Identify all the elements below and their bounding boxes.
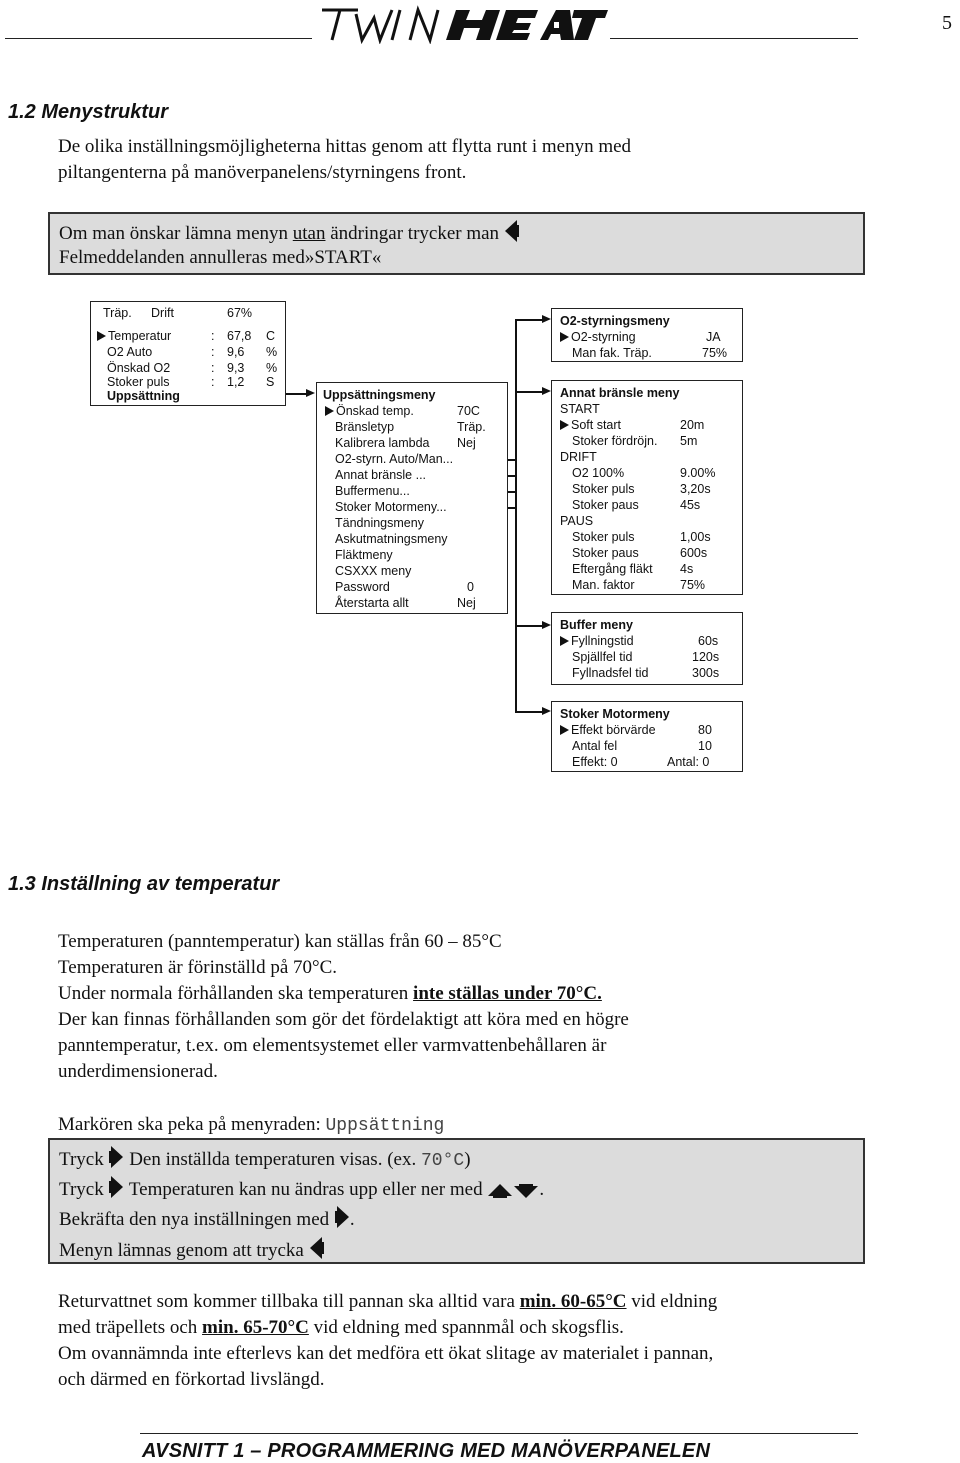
menu-item [552, 529, 742, 545]
connector-vertical [515, 319, 517, 508]
connector-vertical [515, 507, 517, 712]
item-label: Stoker paus [572, 498, 639, 512]
text-line: Temperaturen är förinställd på 70°C. [58, 957, 338, 978]
header-rule-left [5, 38, 312, 39]
item-label: O2 100% [572, 466, 625, 480]
note-line-2: Felmeddelanden annulleras med»START« [59, 247, 382, 268]
pointer-icon [560, 332, 569, 342]
connector-arrowhead [542, 315, 551, 323]
item-label: Man. faktor [572, 578, 635, 592]
item-label-wrap [572, 497, 639, 513]
item-value: 75% [702, 346, 728, 360]
item-label: Effekt: 0 [572, 755, 618, 769]
item-value: 300s [692, 666, 720, 680]
item-label-wrap [572, 433, 657, 449]
menu-item [317, 467, 507, 483]
text-part: . [539, 1179, 545, 1200]
item-value: 1,00s [680, 530, 711, 544]
row-colon: : [211, 361, 215, 375]
menu-item [552, 577, 742, 593]
item-label-wrap [560, 449, 597, 465]
item-label-wrap [572, 465, 624, 481]
item-value: 5m [680, 434, 698, 448]
menu-title [552, 385, 742, 401]
main-row-uppsattning [91, 388, 285, 404]
item-label-wrap [335, 483, 410, 499]
down-arrow-key-icon [513, 1181, 539, 1207]
item-label-wrap [560, 401, 600, 417]
item-value: 0 [467, 580, 474, 594]
row-unit: % [266, 361, 278, 375]
text-line: piltangenterna på manöverpanelens/styrningens front. [58, 162, 467, 183]
note-text-suffix: ändringar trycker man [325, 223, 500, 244]
item-label-wrap [335, 595, 409, 611]
item-label: Antal fel [572, 739, 618, 753]
item-label: CSXXX meny [335, 564, 412, 578]
item-value: 45s [680, 498, 701, 512]
connector-line [515, 711, 543, 713]
connector-line [515, 319, 543, 321]
menu-item [552, 738, 742, 754]
item-label-wrap [325, 403, 414, 419]
text-line: Temperaturen (panntemperatur) kan ställas från 60 – 85°C [58, 931, 502, 952]
item-label: Kalibrera lambda [335, 436, 430, 450]
menu-item [317, 483, 507, 499]
menu-item [552, 545, 742, 561]
instruction-row-2 [59, 1175, 544, 1207]
item-value: 60s [698, 634, 719, 648]
menu-item [317, 531, 507, 547]
item-label-wrap [335, 451, 453, 467]
item-label: START [560, 402, 600, 416]
menu-item [552, 633, 742, 649]
text-line: panntemperatur, t.ex. om elementsystemet eller varmvattenbehållaren är [58, 1035, 607, 1056]
menu-item [317, 563, 507, 579]
row-label: O2 Auto [107, 345, 153, 359]
instruction-row-3 [59, 1205, 355, 1237]
connector-line [515, 625, 543, 627]
item-value: Nej [457, 436, 476, 450]
connector-line [515, 391, 543, 393]
menu-item [317, 595, 507, 611]
text-part: vid eldning [626, 1291, 718, 1312]
item-value: 10 [698, 739, 712, 753]
item-value: 20m [680, 418, 705, 432]
footer-rule [140, 1433, 858, 1434]
instruction-row-1 [59, 1145, 471, 1177]
item-value: Träp. [457, 420, 486, 434]
value-mono: 70°C [420, 1151, 465, 1171]
item-value: 80 [698, 723, 712, 737]
menu-item [552, 449, 742, 465]
pointer-icon [560, 725, 569, 735]
menu-item [552, 754, 742, 770]
menu-item [317, 419, 507, 435]
item-label-wrap [572, 545, 639, 561]
footer-title: AVSNITT 1 – PROGRAMMERING MED MANÖVERPANELEN [142, 1440, 711, 1462]
item-label: Man fak. Träp. [572, 346, 652, 360]
item-label-wrap [335, 467, 426, 483]
item-label-wrap [335, 563, 411, 579]
item-label: Eftergång fläkt [572, 562, 653, 576]
fuel-type: Träp. [103, 306, 132, 320]
menu-item [552, 329, 742, 345]
menu-item [317, 499, 507, 515]
menu-item [552, 561, 742, 577]
menu-item [552, 497, 742, 513]
text-part: Tryck [59, 1149, 104, 1170]
text-part: Tryck [59, 1179, 104, 1200]
item-value: 75% [680, 578, 706, 592]
text-part: Menyn lämnas genom att trycka [59, 1240, 304, 1261]
right-arrow-key-icon [334, 1205, 350, 1237]
row-value: 9,3 [227, 361, 245, 375]
item-label: Annat bränsle ... [335, 468, 427, 482]
menu-item [552, 665, 742, 681]
row-colon: : [211, 345, 215, 359]
row-colon: : [211, 329, 215, 343]
note-underlined: utan [292, 223, 326, 244]
text-line: Om ovannämnda inte efterlevs kan det medföra ett ökat slitage av materialet i pannan, [58, 1343, 714, 1364]
row-value: 67,8 [227, 329, 252, 343]
item-label: O2-styrn. Auto/Man... [335, 452, 454, 466]
item-label-wrap [335, 579, 390, 595]
item-label: Effekt börvärde [571, 723, 656, 737]
pointer-icon [560, 636, 569, 646]
instruction-row-4 [59, 1236, 325, 1268]
item-value: 70C [457, 404, 480, 418]
item-label-wrap [572, 561, 653, 577]
annat-bransle-menu [551, 380, 743, 595]
row-unit: % [266, 345, 278, 359]
row-label: Önskad O2 [107, 361, 171, 375]
main-status-row [91, 305, 285, 321]
section-1-2-text [58, 134, 631, 186]
twin-heat-logo-graphic [318, 4, 608, 44]
main-display-screen [90, 301, 286, 406]
text-part: vid eldning med spannmål och skogsflis. [308, 1317, 624, 1338]
item-label-wrap [572, 481, 635, 497]
item-label-wrap [335, 547, 393, 563]
text-part: Temperaturen kan nu ändras upp eller ner med [124, 1179, 483, 1200]
item-label-wrap [335, 515, 424, 531]
item-label: Fläktmeny [335, 548, 393, 562]
text-part: Under normala förhållanden ska temperaturen [58, 983, 414, 1004]
item-value: Nej [457, 596, 476, 610]
item-label: O2-styrning [571, 330, 636, 344]
menu-title-text: O2-styrningsmeny [560, 314, 670, 328]
left-arrow-key-icon [504, 219, 520, 251]
row-label: Uppsättning [107, 389, 180, 403]
text-line: underdimensionerad. [58, 1061, 218, 1082]
page-number: 5 [942, 12, 952, 34]
menu-item [552, 433, 742, 449]
text-part: . [349, 1209, 355, 1230]
item-label-wrap [335, 531, 448, 547]
item-value: JA [706, 330, 721, 344]
item-label-wrap [572, 529, 635, 545]
item-value: 4s [680, 562, 694, 576]
item-label: Password [335, 580, 390, 594]
item-label: DRIFT [560, 450, 597, 464]
section-heading-1-2: 1.2 Menystruktur [8, 101, 169, 123]
item-value: 9.00% [680, 466, 716, 480]
item-label: Fyllnadsfel tid [572, 666, 649, 680]
stoker-motormeny [551, 701, 743, 772]
header-rule-right [610, 38, 858, 39]
menu-item [552, 417, 742, 433]
return-water-text [58, 1289, 717, 1393]
text-part: Markören ska peka på menyraden: [58, 1114, 326, 1135]
menu-item [552, 345, 742, 361]
item-label: Stoker puls [572, 530, 635, 544]
item-label-wrap [560, 513, 593, 529]
emphasis-text: inte ställas under 70°C. [413, 983, 602, 1004]
text-part: med träpellets och [58, 1317, 203, 1338]
connector-arrowhead [542, 707, 551, 715]
menu-item [552, 401, 742, 417]
item-label: Stoker Motormeny... [335, 500, 447, 514]
item-label-wrap [572, 577, 635, 593]
connector-line [286, 393, 306, 395]
menu-title-text: Uppsättningsmeny [323, 388, 436, 402]
row-label: Stoker puls [107, 375, 170, 389]
text-part: Returvattnet som kommer tillbaka till pannan ska alltid vara [58, 1291, 520, 1312]
right-arrow-key-icon [108, 1175, 124, 1207]
item-label: Stoker fördröjn. [572, 434, 658, 448]
text-part: ) [464, 1149, 471, 1170]
menu-item [552, 481, 742, 497]
item-label: PAUS [560, 514, 594, 528]
connector-arrowhead [306, 389, 315, 397]
row-colon: : [211, 375, 215, 389]
text-line: De olika inställningsmöjligheterna hittas genom att flytta runt i menyn med [58, 136, 632, 157]
menu-item [317, 579, 507, 595]
menu-item [317, 451, 507, 467]
text-line [58, 1289, 717, 1315]
item-value: 3,20s [680, 482, 711, 496]
uppsattning-menu [316, 382, 508, 614]
text-line [58, 1315, 717, 1341]
row-value: 1,2 [227, 375, 245, 389]
menu-item [317, 515, 507, 531]
menu-item [552, 722, 742, 738]
item-label: Soft start [571, 418, 622, 432]
o2-menu [551, 308, 743, 362]
text-line: Der kan finnas förhållanden som gör det fördelaktigt att köra med en högre [58, 1009, 629, 1030]
twin-heat-logo [318, 4, 608, 44]
item-label: Önskad temp. [336, 404, 414, 418]
right-arrow-key-icon [108, 1145, 124, 1177]
menu-title [552, 706, 742, 722]
mode: Drift [151, 306, 174, 320]
menu-item [552, 465, 742, 481]
power-percent: 67% [227, 306, 253, 320]
item-label-wrap [560, 417, 621, 433]
note-text: Om man önskar lämna menyn [59, 223, 293, 244]
up-arrow-key-icon [487, 1181, 513, 1207]
note-box [48, 212, 865, 275]
item-label-wrap [335, 435, 430, 451]
row-unit: S [266, 375, 275, 389]
section-1-3-text [58, 929, 629, 1085]
item-label: Bränsletyp [335, 420, 395, 434]
row-value: 9,6 [227, 345, 245, 359]
menu-title-text: Buffer meny [560, 618, 633, 632]
text-line: och därmed en förkortad livslängd. [58, 1369, 325, 1390]
item-label: Tändningsmeny [335, 516, 424, 530]
item-label: Fyllningstid [571, 634, 634, 648]
row-unit: C [266, 329, 276, 343]
connector-arrowhead [542, 621, 551, 629]
menu-title-text: Annat bränsle meny [560, 386, 680, 400]
buffer-menu [551, 612, 743, 685]
menu-title [552, 617, 742, 633]
emphasis-text: min. 60-65°C [519, 1291, 627, 1312]
item-value: 120s [692, 650, 720, 664]
menu-item [552, 649, 742, 665]
menu-item [317, 403, 507, 419]
menu-item [552, 513, 742, 529]
connector-arrowhead [542, 387, 551, 395]
menu-title-text: Stoker Motormeny [560, 707, 670, 721]
text-part: Bekräfta den nya inställningen med [59, 1209, 330, 1230]
item-label: Stoker paus [572, 546, 639, 560]
left-arrow-key-icon [309, 1236, 325, 1268]
item-label-wrap [335, 499, 447, 515]
menu-title [317, 387, 507, 403]
main-row [91, 344, 285, 360]
pointer-icon [560, 420, 569, 430]
item-label: Spjällfel tid [572, 650, 633, 664]
item-value: 600s [680, 546, 708, 560]
menu-item [317, 547, 507, 563]
item-label-wrap [335, 419, 394, 435]
item-value: Antal: 0 [667, 755, 710, 769]
section-heading-1-3: 1.3 Inställning av temperatur [8, 873, 280, 895]
main-row [91, 328, 285, 344]
pointer-icon [325, 406, 334, 416]
text-part: Den inställda temperaturen visas. (ex. [124, 1149, 421, 1170]
row-label: Temperatur [108, 329, 172, 343]
item-label: Stoker puls [572, 482, 635, 496]
item-label: Återstarta allt [335, 596, 409, 610]
cursor-instruction [58, 1112, 444, 1139]
text-line [58, 981, 629, 1007]
menu-name-mono: Uppsättning [325, 1116, 445, 1136]
menu-title [552, 313, 742, 329]
emphasis-text: min. 65-70°C [202, 1317, 309, 1338]
pointer-icon [97, 331, 106, 341]
item-label: Askutmatningsmeny [335, 532, 448, 546]
menu-item [317, 435, 507, 451]
instruction-box [48, 1138, 865, 1264]
item-label: Buffermenu... [335, 484, 410, 498]
